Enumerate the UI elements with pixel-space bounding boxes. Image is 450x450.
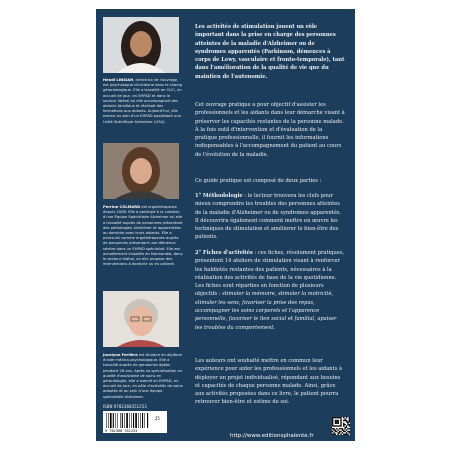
qr-module: [335, 434, 336, 435]
portrait-woman-brown-hair-icon: [103, 143, 179, 199]
qr-module: [347, 424, 348, 425]
qr-module: [338, 417, 339, 418]
qr-module: [333, 432, 334, 433]
barcode-bar: [144, 413, 145, 428]
qr-module: [336, 420, 337, 421]
qr-module: [339, 425, 340, 426]
portrait-woman-dark-hair-icon: [103, 17, 179, 73]
barcode-bar: [126, 413, 128, 428]
portrait-woman-short-hair-glasses-icon: [103, 291, 179, 347]
qr-module: [335, 420, 336, 421]
qr-module: [335, 425, 336, 426]
intro-paragraph: Les activités de stimulation jouent un rôle important dans la prise en charge des personnes atteintes de la maladie d'Alzheimer ou de syndromes apparentés (Parkinson, démences à corps de Lewy, vasculaire et fronto-temporale), tant dans l'amélioration de la qualité de vie que du maintien de l'autonomie.: [195, 24, 345, 80]
qr-module: [340, 423, 341, 424]
qr-module: [336, 425, 337, 426]
qr-module: [346, 425, 347, 426]
barcode-bar: [106, 413, 107, 428]
qr-module: [335, 431, 336, 432]
barcode-bar: [147, 413, 148, 428]
qr-module: [338, 421, 339, 422]
qr-module: [340, 418, 341, 419]
qr-module: [336, 431, 337, 432]
qr-module: [342, 429, 343, 430]
barcode-bar: [129, 413, 130, 428]
qr-module: [332, 421, 333, 422]
author-bio-3: [103, 353, 183, 400]
qr-module: [333, 425, 334, 426]
qr-module: [349, 432, 350, 433]
qr-code-icon: [332, 417, 350, 435]
qr-module: [340, 420, 341, 421]
qr-module: [343, 417, 344, 418]
guide-paragraph: Ce guide pratique est composé de deux parties :: [195, 178, 322, 184]
barcode-bar: [124, 413, 125, 428]
fiches-paragraph: [195, 249, 345, 332]
barcode-bar: [140, 413, 141, 428]
barcode-bar: [133, 413, 134, 428]
barcode-bar: [131, 413, 132, 428]
qr-module: [339, 428, 340, 429]
barcode-digits: 9 782368 351253: [105, 429, 138, 433]
qr-module: [332, 431, 333, 432]
qr-module: [338, 425, 339, 426]
qr-module: [349, 431, 350, 432]
qr-module: [347, 431, 348, 432]
qr-module: [333, 429, 334, 430]
barcode-bar: [120, 413, 121, 428]
qr-module: [340, 417, 341, 418]
qr-module: [346, 429, 347, 430]
qr-module: [343, 429, 344, 430]
author-photo-perrine-colmard: [103, 143, 179, 199]
qr-module: [346, 417, 347, 418]
barcode-bar: [135, 413, 137, 428]
fiches-text: : ces fiches, résolument pratiques, présentent 14 ateliers de stimulation visant à renforcer les habiletés restantes des patients, nécessaires à la réalisation des activités de base de la vie quotidienne. Les fiches sont réparties en fonction de plusieurs objectifs :: [195, 250, 345, 298]
qr-module: [340, 424, 341, 425]
qr-module: [343, 434, 344, 435]
qr-module: [332, 428, 333, 429]
qr-module: [335, 421, 336, 422]
qr-module: [347, 423, 348, 424]
qr-module: [344, 418, 345, 419]
qr-module: [347, 428, 348, 429]
qr-module: [344, 431, 345, 432]
qr-module: [333, 428, 334, 429]
website-link[interactable]: http://www.editionsphalente.fr: [230, 433, 314, 439]
barcode-bar: [110, 413, 112, 428]
qr-module: [343, 431, 344, 432]
qr-module: [347, 434, 348, 435]
qr-module: [338, 429, 339, 430]
qr-module: [339, 431, 340, 432]
method-paragraph: [195, 192, 345, 242]
fiches-goals: stimuler la mémoire, stimuler la motricité, stimuler les sens, favoriser la prise des repas, accompagner les soins corporels et l'apparence personnelle, favoriser le lien social et familial, apaiser les troubles du comportement.: [195, 291, 337, 331]
barcode-graphic: [103, 411, 167, 433]
qr-module: [340, 421, 341, 422]
qr-module: [346, 427, 347, 428]
qr-module: [344, 434, 345, 435]
qr-module: [343, 424, 344, 425]
qr-module: [336, 428, 337, 429]
qr-module: [340, 428, 341, 429]
method-label: 1° Méthodologie: [195, 193, 243, 199]
authors-paragraph: Les auteurs ont souhaité mettre en commun leur expérience pour aider les professionnels et les aidants à déployer un projet individualisé, répondant aux besoins et capacités de chaque personne malade. Ainsi, grâce aux activités proposées dans ce livre, le patient pourra retrouver bien-être et estime de soi.: [195, 358, 343, 406]
qr-module: [342, 428, 343, 429]
qr-module: [332, 434, 333, 435]
qr-module: [343, 423, 344, 424]
qr-module: [338, 423, 339, 424]
qr-module: [336, 423, 337, 424]
author-name: Hendi LINSIAH: [103, 78, 134, 82]
qr-module: [349, 421, 350, 422]
barcode-bar: [115, 413, 116, 428]
qr-module: [346, 421, 347, 422]
barcode-bar: [138, 413, 139, 428]
qr-module: [349, 420, 350, 421]
method-text: : le lecteur trouvera les clefs pour mieux comprendre les troubles des personnes atteintes de la maladie d'Alzheimer ou de syndromes apparentés. Il découvrira également comment mettre en œuvre les techniques de stimulation et améliorer le bien-être des patients.: [195, 193, 342, 241]
author-bio-2: [103, 205, 183, 267]
author-photo-jocelyne-ferliere: [103, 291, 179, 347]
qr-module: [346, 434, 347, 435]
barcode-price: 25: [155, 416, 160, 421]
barcode-bar: [142, 413, 143, 428]
barcode-bar: [117, 413, 118, 428]
qr-module: [346, 420, 347, 421]
qr-module: [342, 432, 343, 433]
author-photo-hendi-linsiah: [103, 17, 179, 73]
barcode: [103, 411, 167, 433]
qr-module: [340, 425, 341, 426]
author-bio-text: , directrice de l'ouvrage, est psychologue clinicienne dans le champ gérontologique. Elle a travaillé en CLIC, en accueil de jour, en EHPAD et dans le secteur libéral où elle accompagnait des aidants familiaux et réalisait des formations aux aidants. Aujourd'hui, elle exerce au sein d'un EHPAD possédant une Unité Spécifique Alzheimer (USA).: [103, 78, 183, 124]
qr-module: [349, 417, 350, 418]
qr-module: [344, 427, 345, 428]
qr-module: [349, 418, 350, 419]
qr-module: [340, 434, 341, 435]
qr-module: [332, 420, 333, 421]
qr-module: [344, 428, 345, 429]
qr-module: [336, 421, 337, 422]
qr-module: [347, 421, 348, 422]
qr-module: [335, 429, 336, 430]
fiches-label: 2° Fiches d'activités: [195, 250, 253, 256]
back-cover: [96, 9, 355, 441]
author-name: Perrine COLMARD: [103, 205, 141, 209]
author-bio-1: [103, 78, 183, 125]
author-name: Jocelyne Ferlière: [103, 353, 138, 357]
qr-module: [332, 425, 333, 426]
qr-module: [344, 420, 345, 421]
qr-module: [339, 432, 340, 433]
qr-code: [332, 417, 350, 435]
qr-module: [338, 420, 339, 421]
qr-module: [346, 432, 347, 433]
qr-module: [335, 423, 336, 424]
qr-module: [340, 431, 341, 432]
isbn-label: ISBN 9782368351253: [103, 404, 147, 409]
qr-module: [343, 420, 344, 421]
qr-module: [333, 417, 334, 418]
author-bio-text: est ergothérapeute depuis 2008. Elle a participé à la création d'une Équipe Spécialisée Alzheimer où elle a travaillé auprès de personnes présentant des pathologies Alzheimer et apparentées au domicile avec leurs aidants. Elle a poursuivi comme ergothérapeute auprès de personnes présentant une démence sévère dans un EHPAD spécialisé. Elle est actuellement installée en Normandie, dans le secteur libéral, où elle propose des interventions à domicile ou en cabinet.: [103, 205, 183, 267]
qr-module: [332, 417, 333, 418]
qr-module: [349, 424, 350, 425]
qr-module: [349, 425, 350, 426]
barcode-bar: [122, 413, 123, 428]
qr-module: [335, 417, 336, 418]
qr-module: [343, 425, 344, 426]
qr-module: [349, 428, 350, 429]
qr-module: [332, 424, 333, 425]
qr-module: [336, 417, 337, 418]
qr-module: [332, 418, 333, 419]
qr-module: [338, 432, 339, 433]
qr-module: [333, 434, 334, 435]
barcode-bar: [113, 413, 114, 428]
qr-module: [339, 417, 340, 418]
qr-module: [338, 434, 339, 435]
barcode-bar: [108, 413, 109, 428]
qr-module: [344, 424, 345, 425]
goal-paragraph: Cet ouvrage pratique a pour objectif d'assister les professionnels et les aidants dans leur démarche visant à préserver les capacités restantes de la personne malade. À la fois outil d'intervention et d'évaluation de la pratique professionnelle, il fournit les informations indispensables à l'accompagnement du patient au cours de l'évolution de la maladie.: [195, 102, 345, 158]
author-bio-text: est titulaire du diplôme d'aide médico-psychologique. Elle a travaillé auprès de personnes âgées pendant 26 ans. Après sa spécialisation en qualité d'assistante de soins en gérontologie, elle a exercé en EHPAD, en accueil de jour, en pôle d'activités de soins adaptés et au sein d'une équipe spécialisée Alzheimer.: [103, 353, 183, 399]
qr-module: [332, 423, 333, 424]
